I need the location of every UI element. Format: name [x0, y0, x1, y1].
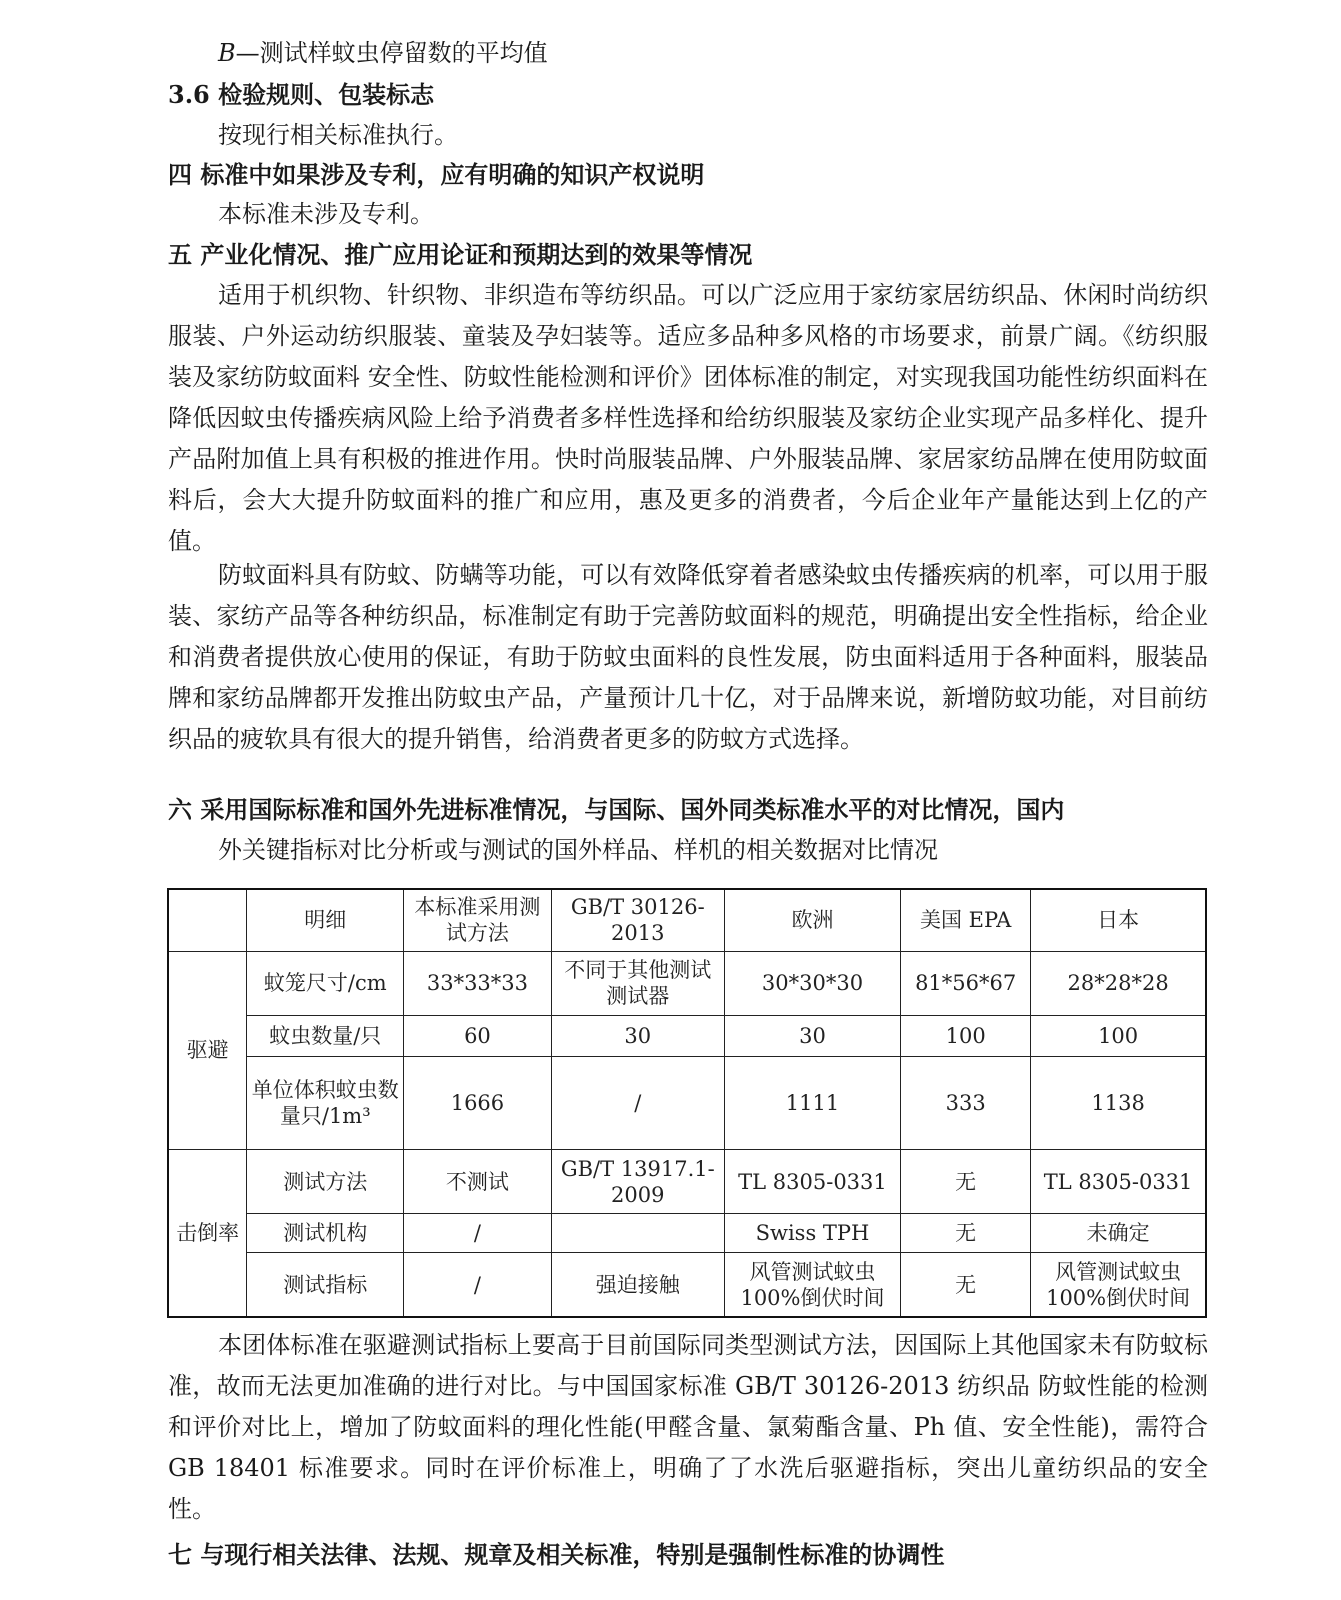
- table-cell: 无: [901, 1149, 1031, 1213]
- section-5-paragraph-2: 防蚊面料具有防蚊、防螨等功能，可以有效降低穿着者感染蚊虫传播疾病的机率，可以用于服装、家纺产品等各种纺织品，标准制定有助于完善防蚊面料的规范，明确提出安全性指标，给企业和消费者提供放心使用的保证，有助于防蚊虫面料的良性发展，防虫面料适用于各种面料，服装品牌和家纺品牌都开发推出防蚊虫产品，产量预计几十亿，对于品牌来说，新增防蚊功能，对目前纺织品的疲软具有很大的提升销售，给消费者更多的防蚊方式选择。: [168, 561, 1208, 753]
- table-cell: 28*28*28: [1031, 951, 1206, 1015]
- header-cell-this-standard: 本标准采用测试方法: [404, 889, 552, 951]
- table-cell: 无: [901, 1214, 1031, 1253]
- section-4-body: 本标准未涉及专利。: [218, 200, 434, 228]
- formula-note-text: —测试样蚊虫停留数的平均值: [235, 39, 548, 67]
- table-cell: 测试方法: [247, 1149, 404, 1213]
- section-3-6-heading: 3.6 检验规则、包装标志: [168, 80, 435, 109]
- section-6-heading-line-1: 六 采用国际标准和国外先进标准情况，与国际、国外同类标准水平的对比情况，国内: [168, 795, 1065, 824]
- table-cell: 无: [901, 1253, 1031, 1317]
- table-cell: /: [404, 1253, 552, 1317]
- header-cell-europe: 欧洲: [724, 889, 900, 951]
- header-cell-gbt: GB/T 30126-2013: [551, 889, 724, 951]
- table-cell: 不同于其他测试测试器: [551, 951, 724, 1015]
- table-cell: 1666: [404, 1056, 552, 1149]
- table-cell: 蚊笼尺寸/cm: [247, 951, 404, 1015]
- table-cell: 不测试: [404, 1149, 552, 1213]
- table-cell: 蚊虫数量/只: [247, 1015, 404, 1056]
- section-5-paragraph-1: 适用于机织物、针织物、非织造布等纺织品。可以广泛应用于家纺家居纺织品、休闲时尚纺织服装、户外运动纺织服装、童装及孕妇装等。适应多品种多风格的市场要求，前景广阔。《纺织服装及家纺防蚊面料 安全性、防蚊性能检测和评价》团体标准的制定，对实现我国功能性纺织面料在降低因蚊虫传播疾病风险上给予消费者多样性选择和给纺织服装及家纺企业实现产品多样化、提升产品附加值上具有积极的推进作用。快时尚服装品牌、户外服装品牌、家居家纺品牌在使用防蚊面料后，会大大提升防蚊面料的推广和应用，惠及更多的消费者，今后企业年产量能达到上亿的产值。: [168, 281, 1208, 555]
- header-cell-usa-epa: 美国 EPA: [901, 889, 1031, 951]
- table-cell: 333: [901, 1056, 1031, 1149]
- table-cell: [551, 1214, 724, 1253]
- table-cell: 60: [404, 1015, 552, 1056]
- table-cell: 30*30*30: [724, 951, 900, 1015]
- header-cell-detail: 明细: [247, 889, 404, 951]
- group-cell-repel: 驱避: [168, 951, 247, 1149]
- table-cell: 风管测试蚊虫100%倒伏时间: [1031, 1253, 1206, 1317]
- table-cell: TL 8305-0331: [724, 1149, 900, 1213]
- table-cell: 1138: [1031, 1056, 1206, 1149]
- table-cell: 100: [901, 1015, 1031, 1056]
- table-row: [168, 1214, 1206, 1253]
- section-6-heading-line-2: 外关键指标对比分析或与测试的国外样品、样机的相关数据对比情况: [218, 836, 938, 864]
- comparison-table: [167, 888, 1207, 1318]
- table-row: [168, 1253, 1206, 1317]
- table-cell: TL 8305-0331: [1031, 1149, 1206, 1213]
- section-4-heading: 四 标准中如果涉及专利，应有明确的知识产权说明: [168, 160, 705, 189]
- group-cell-knockdown: 击倒率: [168, 1149, 247, 1317]
- section-7-heading: 七 与现行相关法律、法规、规章及相关标准，特别是强制性标准的协调性: [168, 1540, 945, 1569]
- variable-b: B: [218, 39, 236, 67]
- header-cell-empty: [168, 889, 247, 951]
- table-row: [168, 1056, 1206, 1149]
- section-5-heading: 五 产业化情况、推广应用论证和预期达到的效果等情况: [168, 240, 753, 269]
- table-row: [168, 951, 1206, 1015]
- table-cell: 单位体积蚊虫数量只/1m³: [247, 1056, 404, 1149]
- formula-note: [218, 38, 548, 68]
- header-cell-japan: 日本: [1031, 889, 1206, 951]
- table-cell: 测试机构: [247, 1214, 404, 1253]
- table-cell: 100: [1031, 1015, 1206, 1056]
- table-cell: 测试指标: [247, 1253, 404, 1317]
- table-cell: 1111: [724, 1056, 900, 1149]
- table-cell: 33*33*33: [404, 951, 552, 1015]
- table-header-row: [168, 889, 1206, 951]
- table-row: [168, 1149, 1206, 1213]
- table-cell: GB/T 13917.1-2009: [551, 1149, 724, 1213]
- table-cell: Swiss TPH: [724, 1214, 900, 1253]
- table-cell: 风管测试蚊虫100%倒伏时间: [724, 1253, 900, 1317]
- table-cell: 81*56*67: [901, 951, 1031, 1015]
- table-cell: 30: [551, 1015, 724, 1056]
- table-cell: /: [551, 1056, 724, 1149]
- section-6-paragraph: 本团体标准在驱避测试指标上要高于目前国际同类型测试方法，因国际上其他国家未有防蚊标准，故而无法更加准确的进行对比。与中国国家标准 GB/T 30126-2013 纺织品 防蚊性能的检测和评价对比上，增加了防蚊面料的理化性能(甲醛含量、氯菊酯含量、Ph 值、安全性能)，需符合 GB 18401 标准要求。同时在评价标准上，明确了了水洗后驱避指标，突出儿童纺织品的安全性。: [168, 1331, 1208, 1523]
- table-cell: 30: [724, 1015, 900, 1056]
- table-cell: 强迫接触: [551, 1253, 724, 1317]
- table-row: [168, 1015, 1206, 1056]
- table-cell: /: [404, 1214, 552, 1253]
- table-cell: 未确定: [1031, 1214, 1206, 1253]
- section-3-6-body: 按现行相关标准执行。: [218, 121, 458, 149]
